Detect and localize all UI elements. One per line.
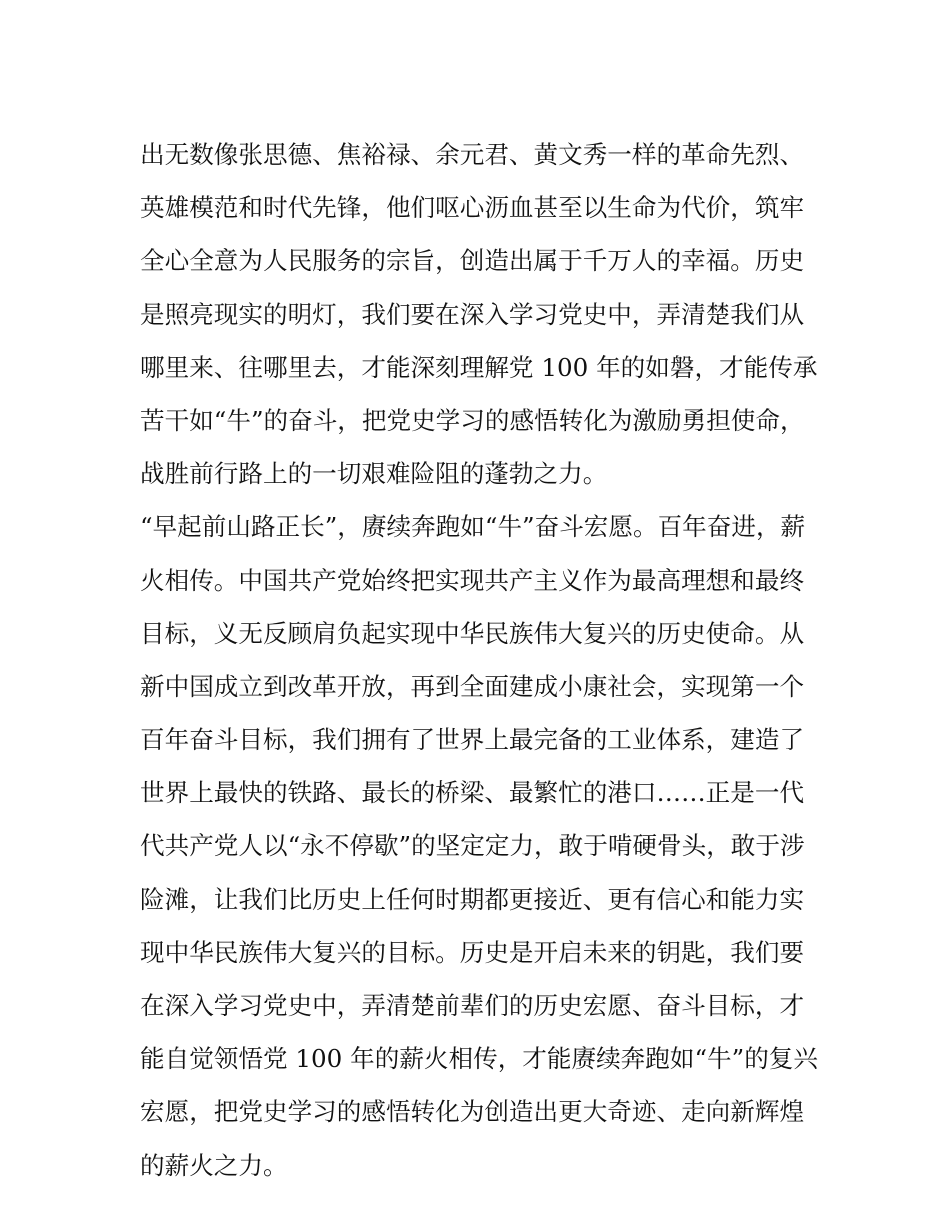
text-line: 英雄模范和时代先锋，他们呕心沥血甚至以生命为代价，筑牢 (140, 193, 805, 223)
text-line: 在深入学习党史中，弄清楚前辈们的历史宏愿、奋斗目标，才 (140, 991, 805, 1020)
text-line: “早起前山路正长”，赓续奔跑如“牛”奋斗宏愿。百年奋进，薪 (140, 512, 806, 542)
document-body-text (140, 128, 820, 1192)
text-line: 的薪火之力。 (140, 1150, 288, 1180)
text-line: 宏愿，把党史学习的感悟转化为创造出更大奇迹、走向新辉煌 (140, 1097, 805, 1127)
text-line: 全心全意为人民服务的宗旨，创造出属于千万人的幸福。历史 (140, 246, 805, 276)
text-line: 是照亮现实的明灯，我们要在深入学习党史中，弄清楚我们从 (140, 299, 805, 329)
text-line: 哪里来、往哪里去，才能深刻理解党 100 年的如磐，才能传承 (140, 352, 818, 382)
text-line: 现中华民族伟大复兴的目标。历史是开启未来的钥匙，我们要 (140, 937, 805, 967)
text-line: 代共产党人以“永不停歇”的坚定定力，敢于啃硬骨头，敢于涉 (140, 831, 805, 861)
text-line: 火相传。中国共产党始终把实现共产主义作为最高理想和最终 (140, 565, 805, 595)
text-line: 能自觉领悟党 100 年的薪火相传，才能赓续奔跑如“牛”的复兴 (140, 1044, 818, 1074)
text-line: 战胜前行路上的一切艰难险阻的蓬勃之力。 (140, 459, 608, 489)
text-line: 苦干如“牛”的奋斗，把党史学习的感悟转化为激励勇担使命， (140, 405, 805, 435)
text-line: 百年奋斗目标，我们拥有了世界上最完备的工业体系，建造了 (140, 725, 805, 755)
text-line: 险滩，让我们比历史上任何时期都更接近、更有信心和能力实 (140, 884, 805, 914)
text-line: 新中国成立到改革开放，再到全面建成小康社会，实现第一个 (140, 671, 805, 701)
text-line: 出无数像张思德、焦裕禄、余元君、黄文秀一样的革命先烈、 (140, 140, 805, 169)
text-line: 目标，义无反顾肩负起实现中华民族伟大复兴的历史使命。从 (140, 618, 805, 648)
text-line: 世界上最快的铁路、最长的桥梁、最繁忙的港口……正是一代 (140, 778, 805, 808)
